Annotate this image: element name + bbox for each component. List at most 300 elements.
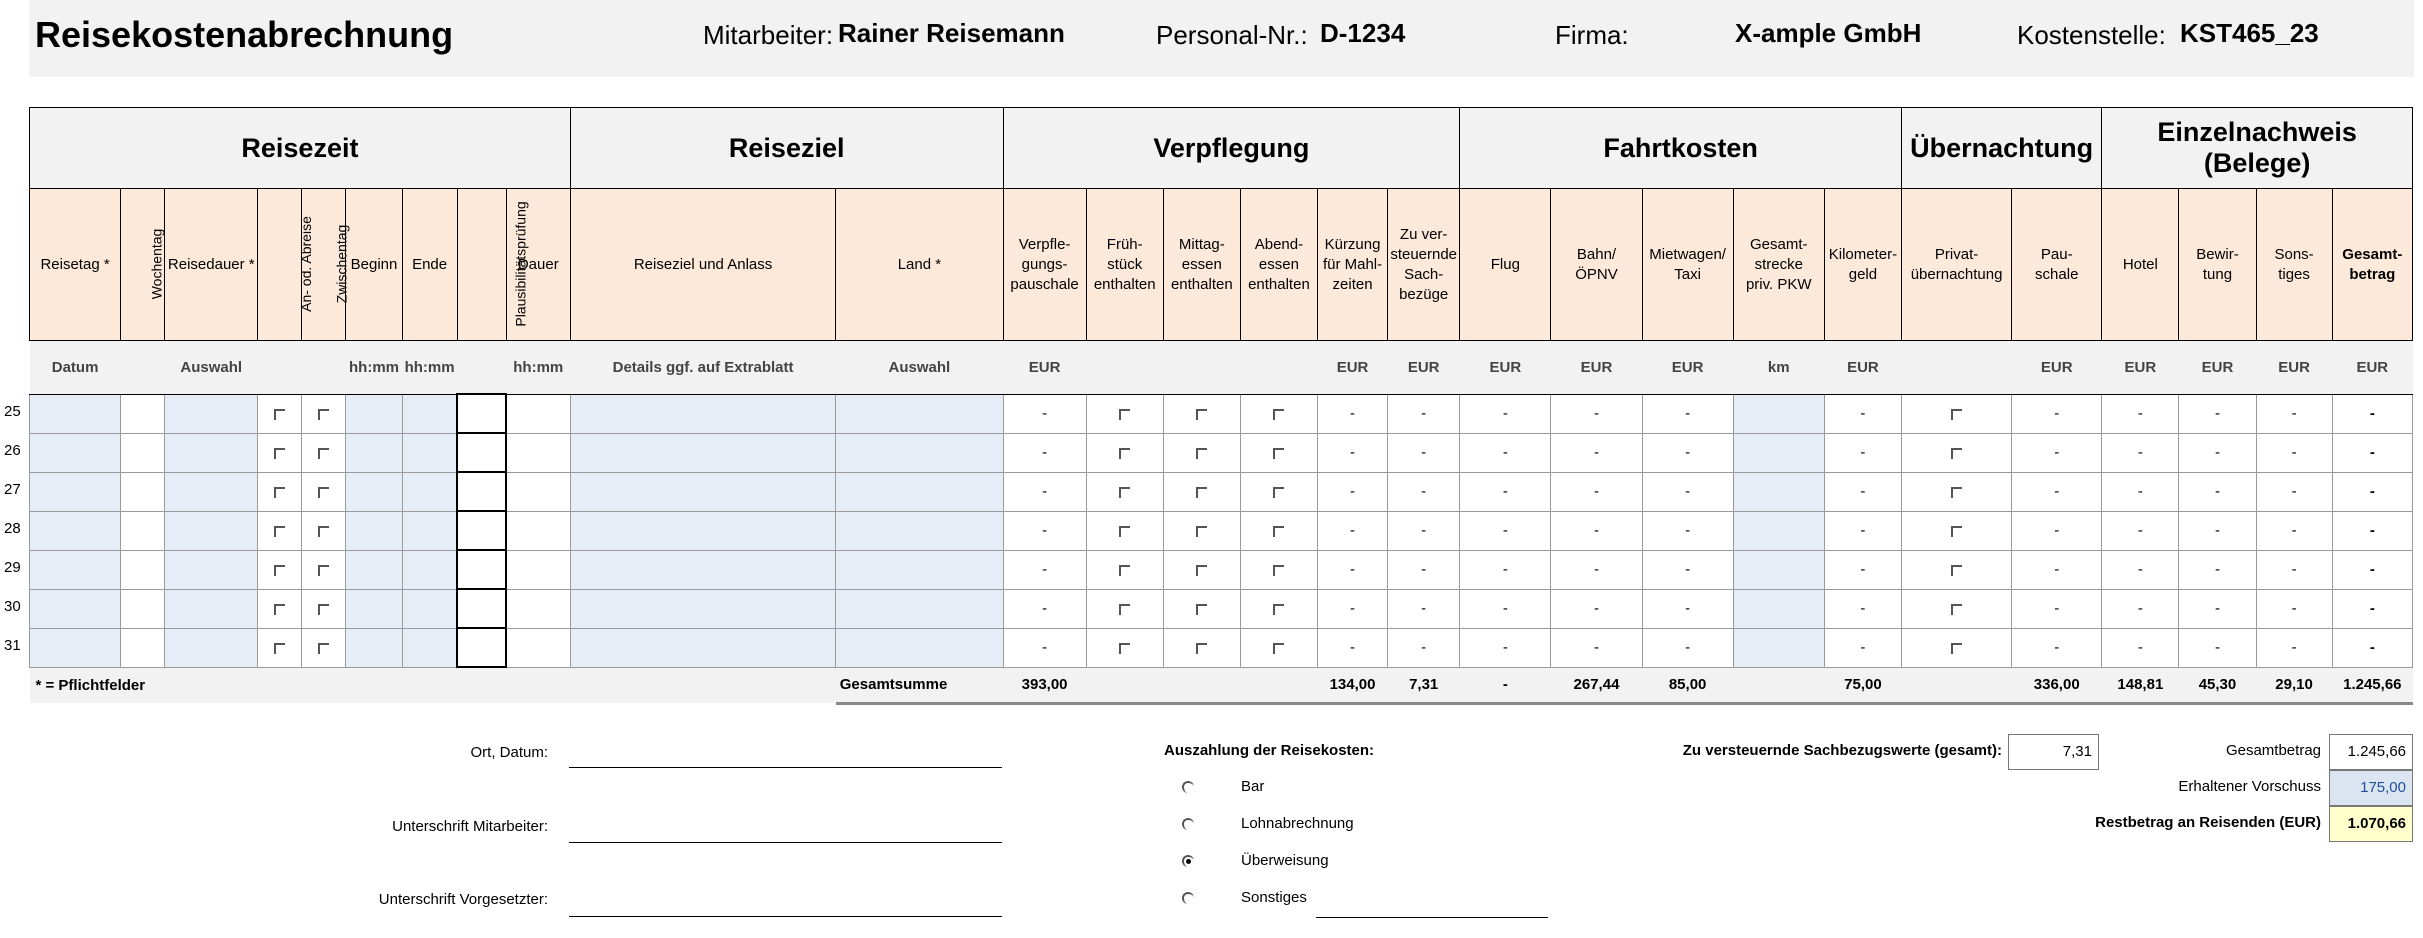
abendessen-checkbox[interactable] <box>1273 526 1284 537</box>
personnel-value[interactable]: D-1234 <box>1320 18 1406 48</box>
col-sonstiges: Sons- tiges <box>2256 189 2332 341</box>
col-reisetag: Reisetag * <box>30 189 121 341</box>
col-bahn: Bahn/ ÖPNV <box>1551 189 1642 341</box>
cell-bahn: - <box>1551 472 1642 511</box>
col-an-abreise-label: An- od. Abreise <box>298 216 315 312</box>
cell-sonstiges: - <box>2256 394 2332 433</box>
an-abreise-checkbox[interactable] <box>274 487 285 498</box>
cell-bewirtung: - <box>2179 511 2256 550</box>
ort-datum-label: Ort, Datum: <box>470 744 548 761</box>
col-beginn: Beginn <box>346 189 402 341</box>
col-fruehstueck: Früh- stück enthalten <box>1086 189 1163 341</box>
cell-reisedauer[interactable] <box>165 433 258 472</box>
table-row <box>30 628 2413 667</box>
cell-ende[interactable] <box>402 628 457 667</box>
cell-wochentag <box>121 433 165 472</box>
unit-empty <box>1163 341 1240 395</box>
cell-wochentag <box>121 589 165 628</box>
cell-verpflegung: - <box>1003 550 1086 589</box>
cell-pauschale: - <box>2012 394 2102 433</box>
cell-land[interactable] <box>836 628 1003 667</box>
unit-sachbezuege: EUR <box>1388 341 1460 395</box>
cell-reisetag[interactable] <box>30 550 121 589</box>
cell-kuerzung: - <box>1317 511 1387 550</box>
cell-bahn: - <box>1551 550 1642 589</box>
cell-reisetag[interactable] <box>30 511 121 550</box>
cell-ende[interactable] <box>402 472 457 511</box>
cell-plausi <box>457 589 506 628</box>
cell-sachbezuege: - <box>1388 511 1460 550</box>
cell-wochentag <box>121 628 165 667</box>
cell-plausi <box>457 394 506 433</box>
col-kuerzung: Kürzung für Mahl- zeiten <box>1317 189 1387 341</box>
cell-mittagessen <box>1163 550 1240 589</box>
cell-an-abreise <box>258 394 302 433</box>
unit-pauschale: EUR <box>2012 341 2102 395</box>
cell-beginn[interactable] <box>346 394 402 433</box>
an-abreise-checkbox[interactable] <box>274 409 285 420</box>
fruehstueck-checkbox[interactable] <box>1119 565 1130 576</box>
abendessen-checkbox[interactable] <box>1273 565 1284 576</box>
cell-sonstiges: - <box>2256 589 2332 628</box>
section-verpflegung: Verpflegung <box>1003 108 1460 189</box>
cell-fruehstueck <box>1086 472 1163 511</box>
cell-an-abreise <box>258 589 302 628</box>
cell-privatuebernachtung <box>1902 433 2012 472</box>
cell-ende[interactable] <box>402 550 457 589</box>
cell-plausi <box>457 472 506 511</box>
cell-dauer <box>506 550 570 589</box>
cell-beginn[interactable] <box>346 589 402 628</box>
table-row <box>30 433 2413 472</box>
cell-flug: - <box>1460 511 1551 550</box>
cell-bewirtung: - <box>2179 628 2256 667</box>
cell-beginn[interactable] <box>346 433 402 472</box>
cell-bahn: - <box>1551 589 1642 628</box>
cell-reisetag[interactable] <box>30 628 121 667</box>
privatuebernachtung-checkbox[interactable] <box>1951 604 1962 615</box>
cell-reiseziel[interactable] <box>570 472 835 511</box>
cell-land[interactable] <box>836 472 1003 511</box>
sonstiges-line[interactable] <box>1316 917 1548 918</box>
table-row <box>30 394 2413 433</box>
cell-gesamtstrecke[interactable] <box>1733 628 1824 667</box>
privatuebernachtung-checkbox[interactable] <box>1951 409 1962 420</box>
cell-beginn[interactable] <box>346 628 402 667</box>
cell-bewirtung: - <box>2179 589 2256 628</box>
cell-abendessen <box>1240 628 1317 667</box>
cell-reisedauer[interactable] <box>165 394 258 433</box>
col-wochentag <box>121 189 165 341</box>
expense-table <box>29 107 2413 705</box>
fruehstueck-checkbox[interactable] <box>1119 487 1130 498</box>
cell-gesamtbetrag: - <box>2332 433 2412 472</box>
unit-empty <box>258 341 302 395</box>
mittagessen-checkbox[interactable] <box>1196 526 1207 537</box>
cell-mietwagen: - <box>1642 394 1733 433</box>
cell-bahn: - <box>1551 433 1642 472</box>
unterschrift-vorgesetzter-line[interactable] <box>569 916 1002 917</box>
cell-dauer <box>506 589 570 628</box>
cell-fruehstueck <box>1086 433 1163 472</box>
employee-value[interactable]: Rainer Reisemann <box>838 18 1065 48</box>
payment-option-label: Bar <box>1241 778 1265 795</box>
cell-land[interactable] <box>836 511 1003 550</box>
cell-reisedauer[interactable] <box>165 628 258 667</box>
mittagessen-checkbox[interactable] <box>1196 409 1207 420</box>
cell-gesamtstrecke[interactable] <box>1733 550 1824 589</box>
cell-sachbezuege: - <box>1388 589 1460 628</box>
total-gesamt: 1.245,66 <box>2332 667 2412 703</box>
total-kilometergeld: 75,00 <box>1824 667 1901 703</box>
row-number: 30 <box>4 598 21 615</box>
cell-gesamtbetrag: - <box>2332 394 2412 433</box>
mittagessen-checkbox[interactable] <box>1196 643 1207 654</box>
cell-bewirtung: - <box>2179 472 2256 511</box>
cell-reisetag[interactable] <box>30 472 121 511</box>
cell-beginn[interactable] <box>346 472 402 511</box>
cell-kuerzung: - <box>1317 628 1387 667</box>
zwischentag-checkbox[interactable] <box>318 565 329 576</box>
cell-flug: - <box>1460 394 1551 433</box>
cell-sachbezuege: - <box>1388 394 1460 433</box>
cell-fruehstueck <box>1086 511 1163 550</box>
an-abreise-checkbox[interactable] <box>274 604 285 615</box>
cell-abendessen <box>1240 433 1317 472</box>
cell-reisedauer[interactable] <box>165 550 258 589</box>
abendessen-checkbox[interactable] <box>1273 409 1284 420</box>
cell-ende[interactable] <box>402 589 457 628</box>
col-privatuebernachtung: Privat- übernachtung <box>1902 189 2012 341</box>
cell-fruehstueck <box>1086 628 1163 667</box>
cell-reiseziel[interactable] <box>570 433 835 472</box>
an-abreise-checkbox[interactable] <box>274 448 285 459</box>
cell-mittagessen <box>1163 628 1240 667</box>
cell-zwischentag <box>302 433 346 472</box>
cell-hotel: - <box>2102 550 2179 589</box>
cell-bewirtung: - <box>2179 550 2256 589</box>
cell-privatuebernachtung <box>1902 550 2012 589</box>
col-gesamtstrecke: Gesamt- strecke priv. PKW <box>1733 189 1824 341</box>
cell-reisetag[interactable] <box>30 589 121 628</box>
col-bewirtung: Bewir- tung <box>2179 189 2256 341</box>
cell-mietwagen: - <box>1642 472 1733 511</box>
cell-hotel: - <box>2102 394 2179 433</box>
cell-pauschale: - <box>2012 589 2102 628</box>
fruehstueck-checkbox[interactable] <box>1119 643 1130 654</box>
payment-radio[interactable] <box>1182 818 1194 830</box>
cell-gesamtbetrag: - <box>2332 550 2412 589</box>
cell-pauschale: - <box>2012 472 2102 511</box>
cell-reisetag[interactable] <box>30 394 121 433</box>
cell-mietwagen: - <box>1642 433 1733 472</box>
col-hotel: Hotel <box>2102 189 2179 341</box>
cell-land[interactable] <box>836 433 1003 472</box>
row-number: 26 <box>4 442 21 459</box>
col-plausi <box>457 189 529 341</box>
cell-wochentag <box>121 511 165 550</box>
abendessen-checkbox[interactable] <box>1273 643 1284 654</box>
cell-mittagessen <box>1163 589 1240 628</box>
abendessen-checkbox[interactable] <box>1273 448 1284 459</box>
sachbezug-value[interactable]: 7,31 <box>2008 734 2099 770</box>
cell-plausi <box>457 433 506 472</box>
col-reisedauer: Reisedauer * <box>165 189 258 341</box>
restbetrag-value: 1.070,66 <box>2329 806 2413 842</box>
cell-mietwagen: - <box>1642 511 1733 550</box>
cell-zwischentag <box>302 589 346 628</box>
col-verpflegungspauschale: Verpfle- gungs- pauschale <box>1003 189 1086 341</box>
cell-hotel: - <box>2102 589 2179 628</box>
unit-ende: hh:mm <box>402 341 457 395</box>
company-label: Firma: <box>1555 20 1629 50</box>
privatuebernachtung-checkbox[interactable] <box>1951 526 1962 537</box>
an-abreise-checkbox[interactable] <box>274 526 285 537</box>
cell-hotel: - <box>2102 472 2179 511</box>
cell-zwischentag <box>302 394 346 433</box>
zwischentag-checkbox[interactable] <box>318 448 329 459</box>
col-land: Land * <box>836 189 1003 341</box>
cell-kuerzung: - <box>1317 472 1387 511</box>
zwischentag-checkbox[interactable] <box>318 643 329 654</box>
fruehstueck-checkbox[interactable] <box>1119 604 1130 615</box>
zwischentag-checkbox[interactable] <box>318 487 329 498</box>
unit-details: Details ggf. auf Extrablatt <box>570 341 835 395</box>
an-abreise-checkbox[interactable] <box>274 643 285 654</box>
auszahlung-title: Auszahlung der Reisekosten: <box>1164 742 1375 759</box>
unit-flug: EUR <box>1460 341 1551 395</box>
unit-empty <box>1086 341 1163 395</box>
section-einzelnachweis: Einzelnachweis (Belege) <box>2102 108 2413 189</box>
cell-kilometergeld: - <box>1824 394 1901 433</box>
cell-reisedauer[interactable] <box>165 472 258 511</box>
cell-bahn: - <box>1551 394 1642 433</box>
table-row <box>30 589 2413 628</box>
cell-sonstiges: - <box>2256 511 2332 550</box>
col-sachbezuege: Zu ver- steuernde Sach- bezüge <box>1388 189 1460 341</box>
total-mietwagen: 85,00 <box>1642 667 1733 703</box>
total-kuerzung: 134,00 <box>1317 667 1387 703</box>
gesamtbetrag-value: 1.245,66 <box>2329 734 2413 770</box>
col-abendessen: Abend- essen enthalten <box>1240 189 1317 341</box>
cell-reisedauer[interactable] <box>165 511 258 550</box>
gesamtbetrag-label: Gesamtbetrag <box>2225 742 2321 759</box>
cell-reiseziel[interactable] <box>570 394 835 433</box>
cell-reiseziel[interactable] <box>570 628 835 667</box>
total-bahn: 267,44 <box>1551 667 1642 703</box>
cell-dauer <box>506 511 570 550</box>
cell-gesamtbetrag: - <box>2332 628 2412 667</box>
cell-privatuebernachtung <box>1902 511 2012 550</box>
unit-auswahl: Auswahl <box>165 341 258 395</box>
cell-gesamtstrecke[interactable] <box>1733 433 1824 472</box>
cell-gesamtstrecke[interactable] <box>1733 511 1824 550</box>
cell-verpflegung: - <box>1003 472 1086 511</box>
fruehstueck-checkbox[interactable] <box>1119 526 1130 537</box>
privatuebernachtung-checkbox[interactable] <box>1951 565 1962 576</box>
cell-mietwagen: - <box>1642 628 1733 667</box>
cell-verpflegung: - <box>1003 589 1086 628</box>
cell-kuerzung: - <box>1317 394 1387 433</box>
privatuebernachtung-checkbox[interactable] <box>1951 643 1962 654</box>
restbetrag-label: Restbetrag an Reisenden (EUR) <box>2095 814 2321 831</box>
mittagessen-checkbox[interactable] <box>1196 448 1207 459</box>
unit-land: Auswahl <box>836 341 1003 395</box>
personnel-label: Personal-Nr.: <box>1156 20 1308 50</box>
zwischentag-checkbox[interactable] <box>318 526 329 537</box>
cell-pauschale: - <box>2012 628 2102 667</box>
cell-fruehstueck <box>1086 394 1163 433</box>
cell-kuerzung: - <box>1317 433 1387 472</box>
cell-fruehstueck <box>1086 589 1163 628</box>
cell-mittagessen <box>1163 472 1240 511</box>
table-row <box>30 472 2413 511</box>
total-label: Gesamtsumme <box>836 667 1003 703</box>
abendessen-checkbox[interactable] <box>1273 604 1284 615</box>
unit-empty <box>1240 341 1317 395</box>
cell-ende[interactable] <box>402 433 457 472</box>
mittagessen-checkbox[interactable] <box>1196 565 1207 576</box>
cell-privatuebernachtung <box>1902 589 2012 628</box>
cell-sonstiges: - <box>2256 472 2332 511</box>
ort-datum-line[interactable] <box>569 767 1002 768</box>
unit-kuerzung: EUR <box>1317 341 1387 395</box>
row-number: 31 <box>4 637 21 654</box>
unterschrift-vorgesetzter-label: Unterschrift Vorgesetzter: <box>378 891 548 908</box>
cell-an-abreise <box>258 628 302 667</box>
cell-wochentag <box>121 550 165 589</box>
cell-privatuebernachtung <box>1902 628 2012 667</box>
fruehstueck-checkbox[interactable] <box>1119 409 1130 420</box>
total-empty <box>1240 667 1317 703</box>
total-empty <box>1733 667 1824 703</box>
col-kilometergeld: Kilometer- geld <box>1824 189 1901 341</box>
unit-empty <box>1902 341 2012 395</box>
unit-empty <box>457 341 506 395</box>
total-empty <box>1163 667 1240 703</box>
total-bewirtung: 45,30 <box>2179 667 2256 703</box>
payment-radio[interactable] <box>1182 892 1194 904</box>
cell-reiseziel[interactable] <box>570 589 835 628</box>
payment-radio[interactable] <box>1182 781 1194 793</box>
cell-bewirtung: - <box>2179 394 2256 433</box>
cell-an-abreise <box>258 433 302 472</box>
cell-reisedauer[interactable] <box>165 589 258 628</box>
vorschuss-label: Erhaltener Vorschuss <box>2178 778 2321 795</box>
zwischentag-checkbox[interactable] <box>318 604 329 615</box>
total-pauschale: 336,00 <box>2012 667 2102 703</box>
cell-ende[interactable] <box>402 394 457 433</box>
unit-beginn: hh:mm <box>346 341 402 395</box>
cell-kilometergeld: - <box>1824 550 1901 589</box>
unit-bahn: EUR <box>1551 341 1642 395</box>
cell-mittagessen <box>1163 433 1240 472</box>
unterschrift-mitarbeiter-line[interactable] <box>569 842 1002 843</box>
payment-radio[interactable] <box>1182 855 1194 867</box>
cell-an-abreise <box>258 472 302 511</box>
cell-mittagessen <box>1163 394 1240 433</box>
cell-hotel: - <box>2102 511 2179 550</box>
cell-reiseziel[interactable] <box>570 550 835 589</box>
cell-dauer <box>506 472 570 511</box>
privatuebernachtung-checkbox[interactable] <box>1951 448 1962 459</box>
costcenter-value[interactable]: KST465_23 <box>2180 18 2319 48</box>
vorschuss-value[interactable]: 175,00 <box>2329 770 2413 806</box>
cell-zwischentag <box>302 550 346 589</box>
fruehstueck-checkbox[interactable] <box>1119 448 1130 459</box>
pflichtfelder-note: * = Pflichtfelder <box>30 667 836 703</box>
cell-pauschale: - <box>2012 550 2102 589</box>
cell-hotel: - <box>2102 433 2179 472</box>
zwischentag-checkbox[interactable] <box>318 409 329 420</box>
row-number: 29 <box>4 559 21 576</box>
page-title: Reisekostenabrechnung <box>35 14 454 55</box>
cell-reiseziel[interactable] <box>570 511 835 550</box>
col-wochentag-label: Wochentag <box>148 228 165 300</box>
row-number: 27 <box>4 481 21 498</box>
cell-an-abreise <box>258 511 302 550</box>
cell-zwischentag <box>302 472 346 511</box>
abendessen-checkbox[interactable] <box>1273 487 1284 498</box>
col-ende: Ende <box>402 189 457 341</box>
unit-hotel: EUR <box>2102 341 2179 395</box>
cell-land[interactable] <box>836 589 1003 628</box>
cell-gesamtbetrag: - <box>2332 511 2412 550</box>
section-uebernachtung: Übernachtung <box>1902 108 2102 189</box>
company-value[interactable]: X-ample GmbH <box>1735 18 1922 48</box>
cell-land[interactable] <box>836 550 1003 589</box>
cell-sonstiges: - <box>2256 550 2332 589</box>
total-empty <box>1902 667 2012 703</box>
col-flug: Flug <box>1460 189 1551 341</box>
mittagessen-checkbox[interactable] <box>1196 604 1207 615</box>
cell-pauschale: - <box>2012 511 2102 550</box>
row-number: 25 <box>4 403 21 420</box>
unterschrift-mitarbeiter-label: Unterschrift Mitarbeiter: <box>392 818 548 835</box>
unit-dauer: hh:mm <box>506 341 570 395</box>
cell-reisetag[interactable] <box>30 433 121 472</box>
cell-land[interactable] <box>836 394 1003 433</box>
cell-plausi <box>457 550 506 589</box>
cell-gesamtstrecke[interactable] <box>1733 472 1824 511</box>
cell-pauschale: - <box>2012 433 2102 472</box>
cell-wochentag <box>121 394 165 433</box>
table-row <box>30 511 2413 550</box>
col-pauschale: Pau- schale <box>2012 189 2102 341</box>
cell-bahn: - <box>1551 511 1642 550</box>
cell-gesamtstrecke[interactable] <box>1733 394 1824 433</box>
an-abreise-checkbox[interactable] <box>274 565 285 576</box>
cell-beginn[interactable] <box>346 550 402 589</box>
cell-beginn[interactable] <box>346 511 402 550</box>
cell-ende[interactable] <box>402 511 457 550</box>
cell-abendessen <box>1240 394 1317 433</box>
cell-flug: - <box>1460 433 1551 472</box>
cell-mietwagen: - <box>1642 550 1733 589</box>
privatuebernachtung-checkbox[interactable] <box>1951 487 1962 498</box>
mittagessen-checkbox[interactable] <box>1196 487 1207 498</box>
cell-gesamtstrecke[interactable] <box>1733 589 1824 628</box>
cell-verpflegung: - <box>1003 394 1086 433</box>
payment-option-label: Sonstiges <box>1241 889 1307 906</box>
cell-flug: - <box>1460 472 1551 511</box>
cell-abendessen <box>1240 589 1317 628</box>
payment-option-label: Lohnabrechnung <box>1241 815 1354 832</box>
unit-empty <box>302 341 346 395</box>
cell-sachbezuege: - <box>1388 433 1460 472</box>
cell-gesamtbetrag: - <box>2332 589 2412 628</box>
col-mietwagen: Mietwagen/ Taxi <box>1642 189 1733 341</box>
